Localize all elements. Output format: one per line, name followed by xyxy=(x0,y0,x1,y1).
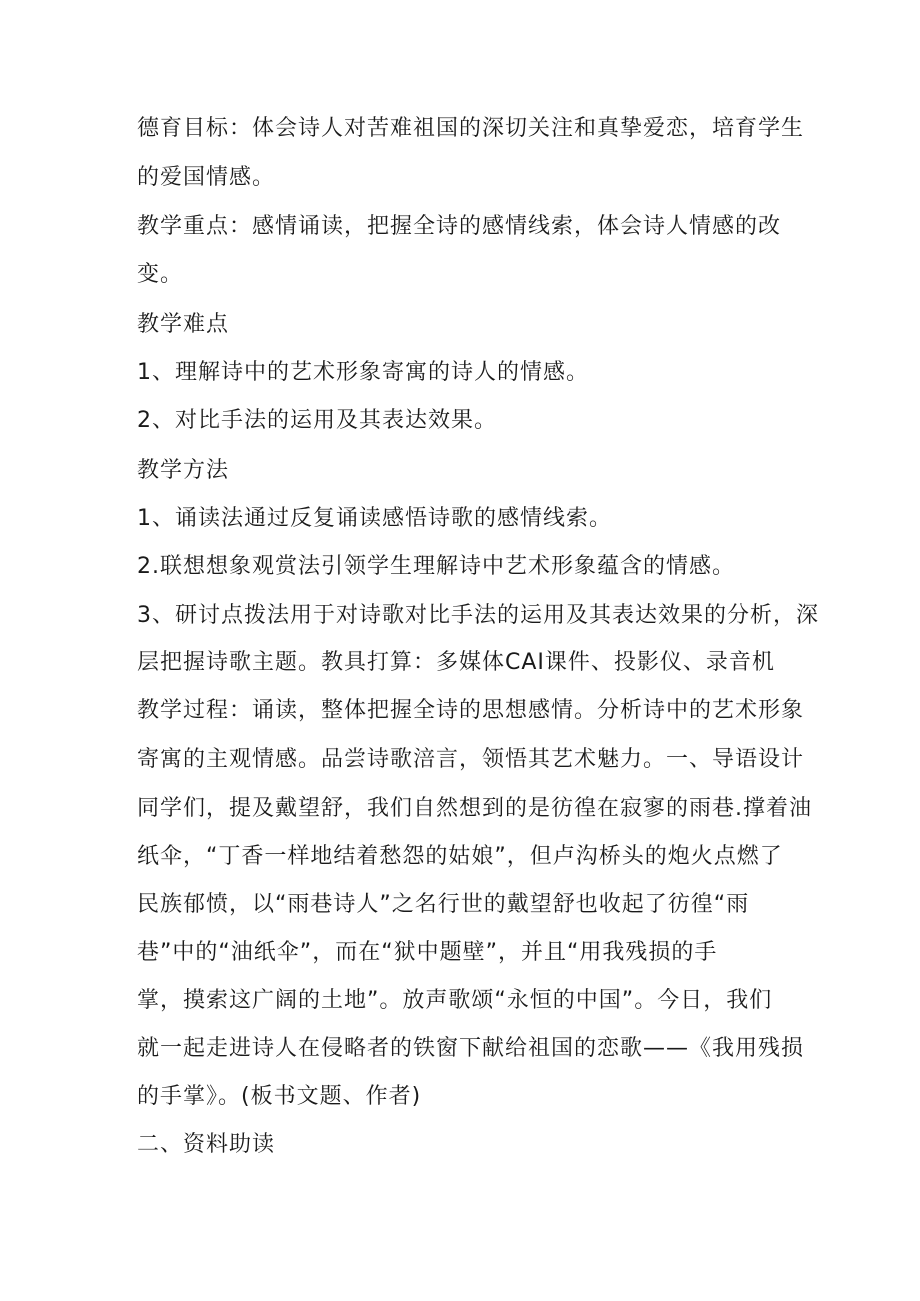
intro-paragraph-line-7: 的手掌》。(板书文题、作者) xyxy=(137,1084,422,1109)
method-item-2: 2.联想想象观赏法引领学生理解诗中艺术形象蕴含的情感。 xyxy=(137,554,735,579)
intro-paragraph-line-5: 掌，摸索这广阔的土地”。放声歌颂“永恒的中国”。今日，我们 xyxy=(137,988,773,1013)
teaching-process-line-2: 寄寓的主观情感。品尝诗歌涪言，领悟其艺术魅力。一、导语设计 xyxy=(137,747,805,772)
reading-materials-heading: 二、资料助读 xyxy=(137,1132,276,1157)
teaching-focus-line-1: 教学重点：感情诵读，把握全诗的感情线索，体会诗人情感的改 xyxy=(137,214,782,239)
teaching-method-heading: 教学方法 xyxy=(137,458,230,483)
teaching-focus-line-2: 变。 xyxy=(137,262,184,287)
moral-objective-line-1: 德育目标：体会诗人对苦难祖国的深切关注和真挚爱恋，培育学生 xyxy=(137,116,805,141)
intro-paragraph-line-4: 巷”中的“油纸伞”，而在“狱中题壁”，并且“用我残损的手 xyxy=(137,940,718,965)
method-item-3-line-2: 层把握诗歌主题。教具打算：多媒体CAI课件、投影仪、录音机 xyxy=(137,650,775,675)
method-item-3-line-1: 3、研讨点拨法用于对诗歌对比手法的运用及其表达效果的分析，深 xyxy=(137,603,819,628)
intro-paragraph-line-2: 纸伞，“丁香一样地结着愁怨的姑娘”，但卢沟桥头的炮火点燃了 xyxy=(137,844,783,869)
moral-objective-line-2: 的爱国情感。 xyxy=(137,165,276,190)
teaching-difficulty-heading: 教学难点 xyxy=(137,312,230,337)
intro-paragraph-line-1: 同学们，提及戴望舒，我们自然想到的是彷徨在寂寥的雨巷.撑着油 xyxy=(137,796,812,821)
difficulty-item-2: 2、对比手法的运用及其表达效果。 xyxy=(137,408,497,433)
method-item-1: 1、诵读法通过反复诵读感悟诗歌的感情线索。 xyxy=(137,506,612,531)
intro-paragraph-line-3: 民族郁愤，以“雨巷诗人”之名行世的戴望舒也收起了彷徨“雨 xyxy=(137,892,750,917)
teaching-process-line-1: 教学过程：诵读，整体把握全诗的思想感情。分析诗中的艺术形象 xyxy=(137,698,805,723)
intro-paragraph-line-6: 就一起走进诗人在侵略者的铁窗下献给祖国的恋歌——《我用残损 xyxy=(137,1036,805,1061)
difficulty-item-1: 1、理解诗中的艺术形象寄寓的诗人的情感。 xyxy=(137,360,589,385)
